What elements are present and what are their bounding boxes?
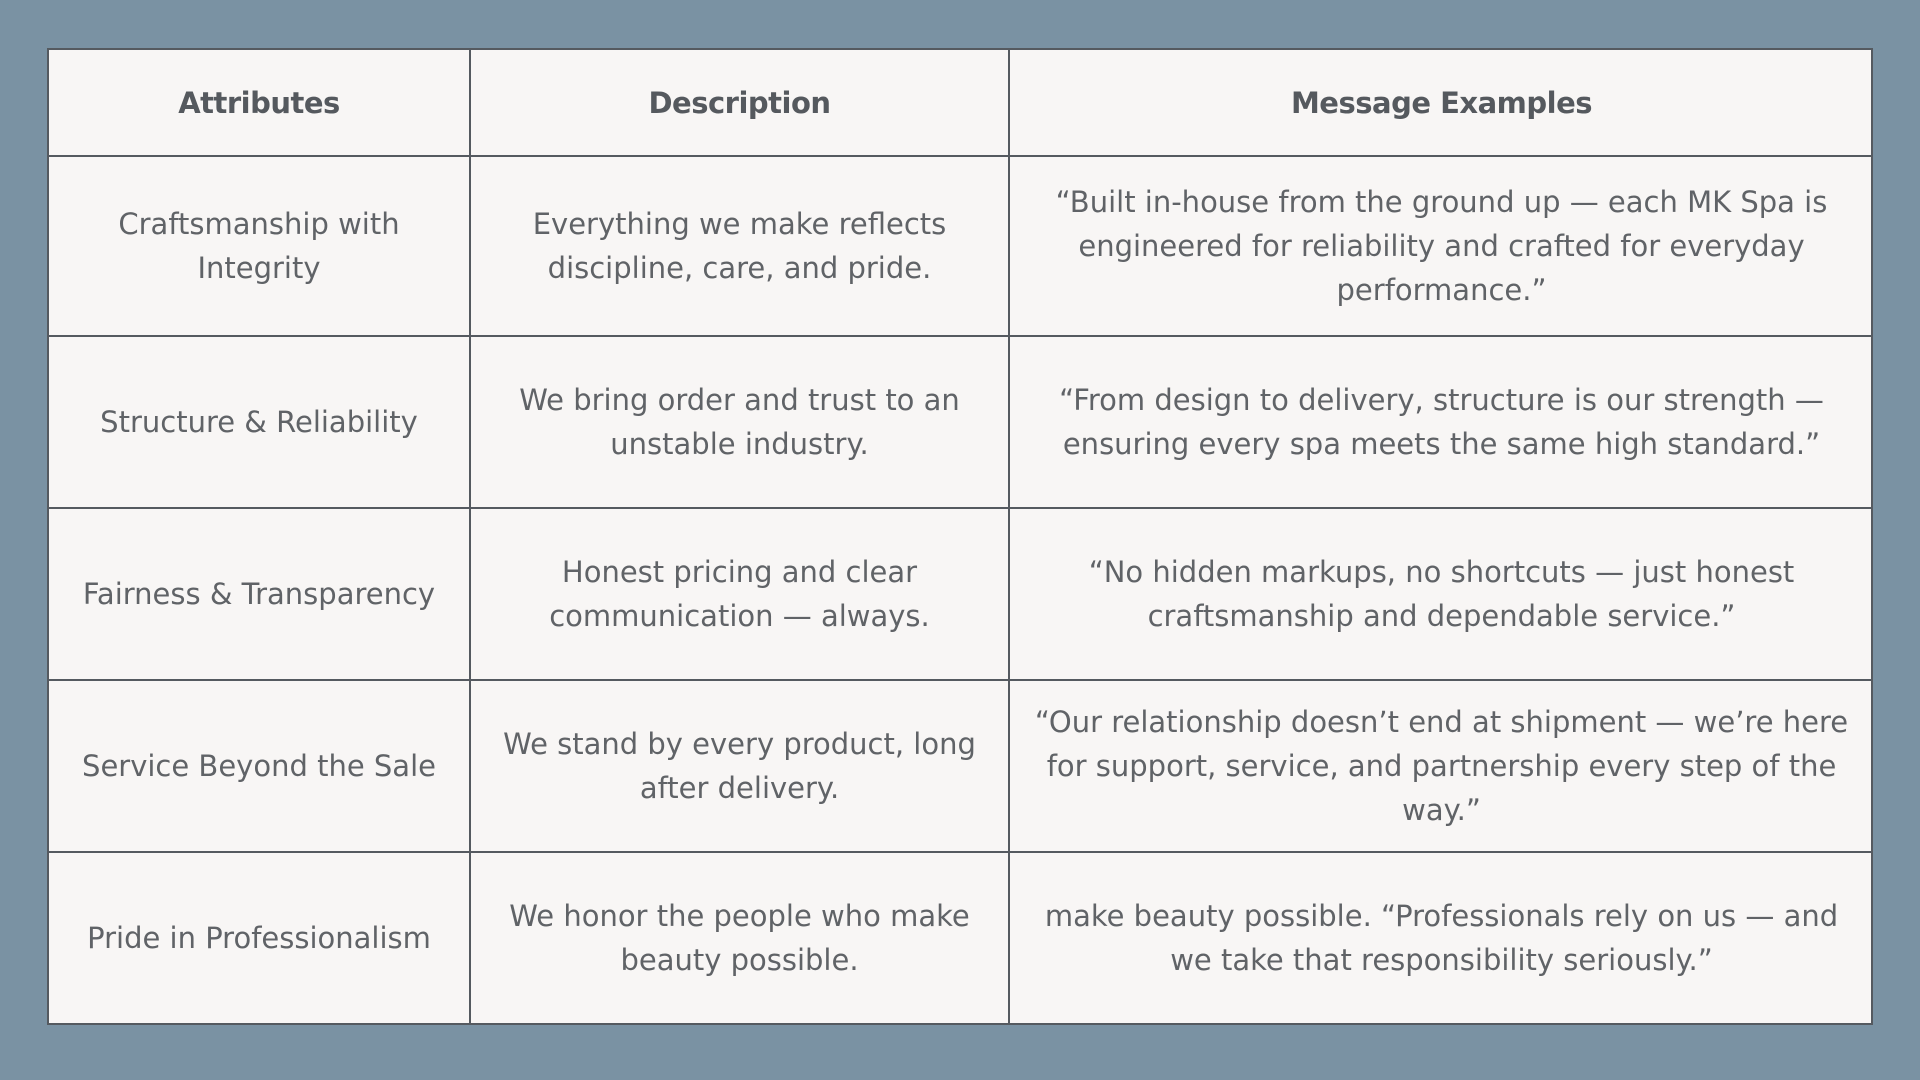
attribute-cell: Structure & Reliability <box>49 336 470 508</box>
table-header-row <box>49 50 1873 156</box>
attribute-cell: Craftsmanship with Integrity <box>49 156 470 336</box>
table-row <box>49 156 1873 336</box>
description-cell: We bring order and trust to an unstable industry. <box>470 336 1009 508</box>
description-cell: We honor the people who make beauty possible. <box>470 852 1009 1023</box>
description-cell: Honest pricing and clear communication — always. <box>470 508 1009 680</box>
attribute-cell: Pride in Professionalism <box>49 852 470 1023</box>
message-example-cell: “Our relationship doesn’t end at shipment — we’re here for support, service, and partnership every step of the way.” <box>1009 680 1873 852</box>
attribute-cell: Service Beyond the Sale <box>49 680 470 852</box>
table-row <box>49 852 1873 1023</box>
table-row <box>49 508 1873 680</box>
attribute-cell: Fairness & Transparency <box>49 508 470 680</box>
message-example-cell: make beauty possible. “Professionals rely on us — and we take that responsibility seriously.” <box>1009 852 1873 1023</box>
header-message-examples: Message Examples <box>1009 50 1873 156</box>
description-cell: We stand by every product, long after delivery. <box>470 680 1009 852</box>
message-example-cell: “No hidden markups, no shortcuts — just honest craftsmanship and dependable service.” <box>1009 508 1873 680</box>
brand-attributes-table-container <box>47 48 1873 1025</box>
description-cell: Everything we make reflects discipline, care, and pride. <box>470 156 1009 336</box>
header-attributes: Attributes <box>49 50 470 156</box>
table-row <box>49 336 1873 508</box>
message-example-cell: “Built in-house from the ground up — each MK Spa is engineered for reliability and crafted for everyday performance.” <box>1009 156 1873 336</box>
brand-attributes-table <box>49 50 1873 1023</box>
table-row <box>49 680 1873 852</box>
header-description: Description <box>470 50 1009 156</box>
message-example-cell: “From design to delivery, structure is our strength — ensuring every spa meets the same high standard.” <box>1009 336 1873 508</box>
